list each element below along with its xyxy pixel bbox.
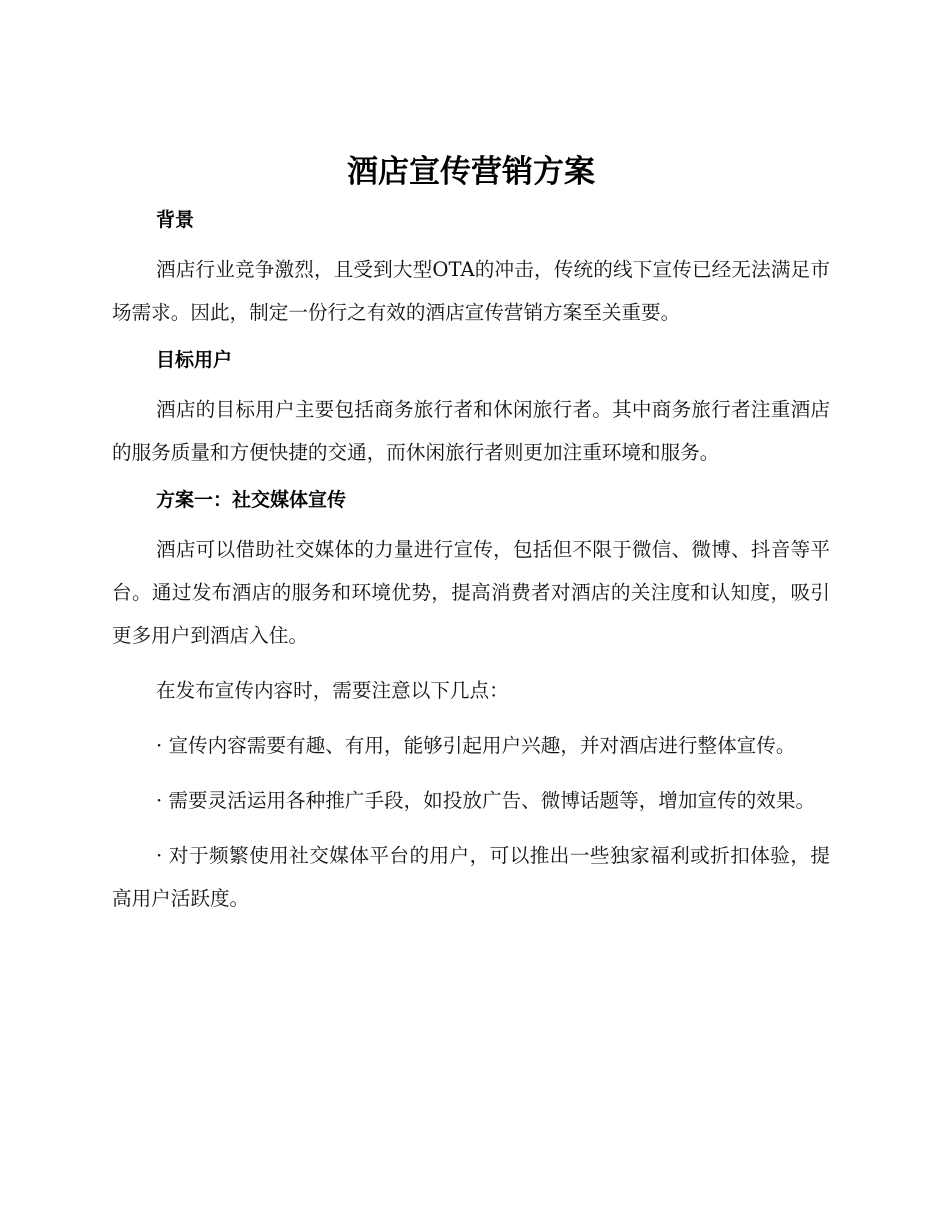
bullet-item-promotion: · 需要灵活运用各种推广手段，如投放广告、微博话题等，增加宣传的效果。 [156, 789, 816, 812]
bullet-item-benefits: · 对于频繁使用社交媒体平台的用户，可以推出一些独家福利或折扣体验，提高用户活跃度。 [112, 844, 830, 910]
paragraph-background: 酒店行业竞争激烈，且受到大型OTA的冲击，传统的线下宣传已经无法满足市场需求。因此，制定一份行之有效的酒店宣传营销方案至关重要。 [112, 258, 830, 324]
paragraph-target-users: 酒店的目标用户主要包括商务旅行者和休闲旅行者。其中商务旅行者注重酒店的服务质量和方便快捷的交通，而休闲旅行者则更加注重环境和服务。 [112, 398, 830, 464]
document-page [112, 150, 830, 920]
bullet-item-content: · 宣传内容需要有趣、有用，能够引起用户兴趣，并对酒店进行整体宣传。 [156, 734, 796, 757]
section-heading-target-users: 目标用户 [156, 349, 233, 371]
section-heading-background: 背景 [156, 209, 195, 231]
document-title: 酒店宣传营销方案 [347, 154, 595, 190]
paragraph-social-media: 酒店可以借助社交媒体的力量进行宣传，包括但不限于微信、微博、抖音等平台。通过发布酒店的服务和环境优势，提高消费者对酒店的关注度和认知度，吸引更多用户到酒店入住。 [112, 538, 830, 647]
paragraph-notes-intro: 在发布宣传内容时，需要注意以下几点： [156, 679, 509, 702]
section-heading-plan-one: 方案一：社交媒体宣传 [156, 489, 347, 511]
